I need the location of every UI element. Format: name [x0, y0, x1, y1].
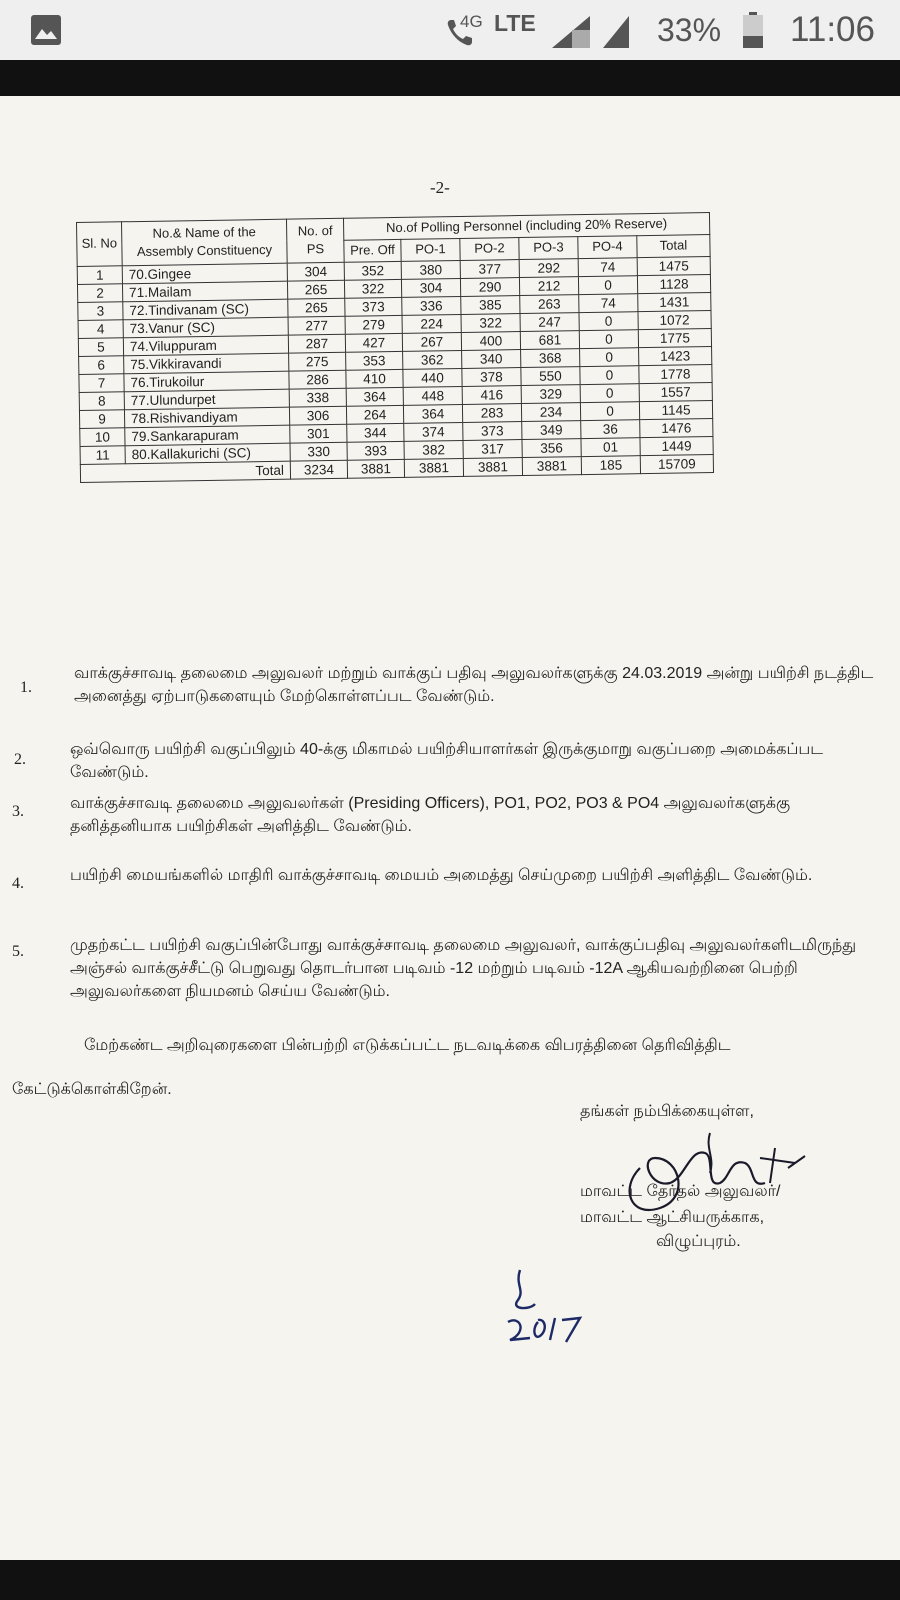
table-cell-po2: 416 [462, 385, 521, 404]
initial-stamp-icon [500, 1260, 600, 1350]
table-cell-po2: 283 [462, 403, 521, 422]
table-cell-name: 74.Viluppuram [123, 335, 288, 356]
table-cell-name: 72.Tindivanam (SC) [123, 299, 288, 320]
app-toolbar [0, 60, 900, 96]
table-cell-po4: 01 [581, 437, 640, 456]
table-cell-name: 78.Rishivandiyam [124, 407, 289, 428]
instruction-text: வாக்குச்சாவடி தலைமை அலுவலர் மற்றும் வாக்குப் பதிவு அலுவலர்களுக்கு 24.03.2019 அன்று பயிற்சி நடத்திட அனைத்து ஏற்பாடுகளையும் மேற்கொள்ளப்பட வேண்டும். [74, 665, 874, 705]
table-cell-ps: 330 [290, 442, 347, 461]
table-cell-total: 1431 [638, 292, 711, 311]
table-cell-po4: 74 [578, 257, 637, 276]
table-cell-po2: 400 [461, 331, 520, 350]
table-cell-pre: 344 [347, 423, 404, 442]
table-cell-ps: 286 [289, 370, 346, 389]
gallery-icon [30, 14, 62, 46]
navigation-bar [0, 1560, 900, 1600]
yours-faithfully: தங்கள் நம்பிக்கையுள்ள, [580, 1103, 754, 1120]
table-cell-po1: 267 [402, 332, 461, 351]
sign-designation-2: மாவட்ட ஆட்சியருக்காக, [580, 1209, 765, 1226]
table-cell-po2: 340 [462, 349, 521, 368]
table-cell-pre: 410 [346, 369, 403, 388]
signal-icon [552, 16, 590, 48]
table-cell-po3: 234 [521, 402, 580, 421]
table-cell-po4: 0 [580, 365, 639, 384]
total-cell-total: 15709 [640, 454, 713, 473]
table-cell-total: 1072 [638, 310, 711, 329]
table-cell-po3: 247 [520, 312, 579, 331]
table-body [77, 256, 713, 482]
table-cell-pre: 364 [346, 387, 403, 406]
total-cell-po2: 3881 [463, 457, 522, 476]
instruction-number: 1. [20, 679, 32, 696]
table-cell-ps: 275 [289, 352, 346, 371]
table-cell-total: 1449 [640, 436, 713, 455]
table-cell-ps: 265 [287, 280, 344, 299]
table-cell-po3: 212 [519, 276, 578, 295]
table-cell-total: 1475 [637, 256, 710, 275]
total-label: Total [80, 461, 290, 482]
sign-designation-1: மாவட்ட தேர்தல் அலுவலர்/ [580, 1183, 781, 1200]
table-cell-name: 80.Kallakurichi (SC) [125, 443, 290, 464]
battery-icon [743, 12, 763, 48]
table-cell-po3: 349 [522, 420, 581, 439]
table-cell-sl: 4 [78, 319, 123, 338]
table-cell-po3: 263 [520, 294, 579, 313]
total-cell-po3: 3881 [522, 456, 581, 475]
total-cell-po1: 3881 [404, 458, 463, 477]
table-cell-po3: 356 [522, 438, 581, 457]
table-cell-po1: 362 [403, 350, 462, 369]
network-type: 4G [460, 12, 483, 31]
table-cell-sl: 3 [78, 301, 123, 320]
polling-personnel-table [76, 212, 714, 483]
table-cell-po4: 36 [581, 419, 640, 438]
table-cell-pre: 393 [347, 441, 404, 460]
table-cell-po4: 0 [580, 347, 639, 366]
header-sl-no: Sl. No [77, 222, 123, 266]
table-cell-sl: 6 [79, 355, 124, 374]
header-po2: PO-2 [460, 237, 519, 260]
table-cell-po2: 290 [460, 277, 519, 296]
table-cell-sl: 10 [80, 427, 125, 446]
table-cell-po4: 74 [579, 293, 638, 312]
table-cell-total: 1775 [638, 328, 711, 347]
table-cell-po1: 382 [404, 440, 463, 459]
table-cell-pre: 427 [345, 333, 402, 352]
table-cell-po2: 317 [463, 439, 522, 458]
table-cell-total: 1476 [640, 418, 713, 437]
total-cell-po4: 185 [581, 455, 640, 474]
table-cell-po1: 336 [402, 296, 461, 315]
total-cell-ps: 3234 [290, 460, 347, 479]
total-cell-pre: 3881 [347, 459, 404, 478]
instruction-text: ஒவ்வொரு பயிற்சி வகுப்பிலும் 40-க்கு மிகாமல் பயிற்சியாளர்கள் இருக்குமாறு வகுப்பறை அமைக்கப்பட வேண்டும். [70, 741, 824, 781]
table-cell-po3: 368 [521, 348, 580, 367]
table-cell-po2: 322 [461, 313, 520, 332]
instruction-text: முதற்கட்ட பயிற்சி வகுப்பின்போது வாக்குச்சாவடி தலைமை அலுவலர், வாக்குப்பதிவு அலுவலர்களிடமிருந்து அஞ்சல் வாக்குச்சீட்டு பெறுவது தொடர்பான படிவம் -12 மற்றும் படிவம் -12A ஆகியவற்றினை பெற்றி அலுவலர்களை நியமனம் செய்ய வேண்டும். [70, 937, 857, 1000]
table-cell-po1: 448 [403, 386, 462, 405]
instruction-number: 3. [12, 803, 24, 820]
table-cell-name: 79.Sankarapuram [125, 425, 290, 446]
table-cell-ps: 338 [289, 388, 346, 407]
table-cell-sl: 2 [77, 283, 122, 302]
table-cell-po2: 385 [461, 295, 520, 314]
closing-line-1: மேற்கண்ட அறிவுரைகளை பின்பற்றி எடுக்கப்பட்ட நடவடிக்கை விபரத்தினை தெரிவித்திட [84, 1037, 731, 1054]
signal-icon-2 [603, 16, 629, 48]
table-cell-total: 1557 [639, 382, 712, 401]
table-cell-name: 77.Ulundurpet [124, 389, 289, 410]
clock-time: 11:06 [790, 10, 875, 49]
table-cell-po1: 374 [404, 422, 463, 441]
table-cell-sl: 1 [77, 265, 122, 284]
table-cell-po2: 377 [460, 259, 519, 278]
table-cell-ps: 306 [289, 406, 346, 425]
table-cell-total: 1145 [639, 400, 712, 419]
table-cell-name: 73.Vanur (SC) [123, 317, 288, 338]
table-cell-ps: 301 [290, 424, 347, 443]
table-cell-po4: 0 [579, 329, 638, 348]
table-cell-po1: 440 [403, 368, 462, 387]
table-cell-po4: 0 [579, 311, 638, 330]
table-cell-ps: 277 [288, 316, 345, 335]
table-cell-total: 1423 [639, 346, 712, 365]
header-constituency: No.& Name of the Assembly Constituency [122, 219, 288, 265]
table-cell-po4: 0 [578, 275, 637, 294]
table-cell-pre: 352 [344, 261, 401, 280]
table-cell-po1: 224 [402, 314, 461, 333]
table-cell-ps: 304 [287, 262, 344, 281]
sign-location: விழுப்புரம். [656, 1233, 741, 1250]
instruction-number: 2. [14, 751, 26, 768]
table-cell-sl: 8 [79, 391, 124, 410]
header-pre-off: Pre. Off [344, 239, 401, 262]
instruction-text: வாக்குச்சாவடி தலைமை அலுவலர்கள் (Presiding Officers), PO1, PO2, PO3 & PO4 அலுவலர்களுக்கு தனித்தனியாக பயிற்சிகள் அளித்திட வேண்டும். [70, 795, 791, 835]
instruction-text: பயிற்சி மையங்களில் மாதிரி வாக்குச்சாவடி மையம் அமைத்து செய்முறை பயிற்சி அளித்திட வேண்டும். [70, 867, 813, 884]
header-no-of-ps: No. of PS [286, 218, 344, 263]
header-polling-personnel: No.of Polling Personnel (including 20% Reserve) [343, 213, 709, 241]
table-cell-sl: 11 [80, 445, 125, 464]
instruction-number: 4. [12, 875, 24, 892]
table-cell-po2: 378 [462, 367, 521, 386]
table-cell-po3: 329 [521, 384, 580, 403]
closing-line-2: கேட்டுக்கொள்கிறேன். [12, 1081, 172, 1098]
table-cell-total: 1778 [639, 364, 712, 383]
table-cell-pre: 279 [345, 315, 402, 334]
table-cell-sl: 7 [79, 373, 124, 392]
status-bar [0, 0, 900, 60]
battery-percent: 33% [657, 12, 722, 48]
table-cell-po4: 0 [580, 383, 639, 402]
table-cell-pre: 373 [345, 297, 402, 316]
instruction-number: 5. [12, 943, 24, 960]
table-cell-po3: 550 [521, 366, 580, 385]
table-cell-po1: 364 [403, 404, 462, 423]
table-cell-total: 1128 [637, 274, 710, 293]
table-cell-po4: 0 [580, 401, 639, 420]
header-po1: PO-1 [401, 238, 460, 261]
table-cell-po3: 292 [519, 258, 578, 277]
table-cell-name: 76.Tirukoilur [124, 371, 289, 392]
header-po4: PO-4 [578, 236, 637, 259]
table-cell-sl: 9 [79, 409, 124, 428]
page-number: -2- [430, 178, 450, 197]
table-cell-po1: 380 [401, 260, 460, 279]
lte-label: LTE [494, 10, 536, 36]
header-total: Total [637, 234, 710, 257]
table-cell-ps: 265 [288, 298, 345, 317]
table-cell-pre: 322 [344, 279, 401, 298]
table-cell-pre: 264 [346, 405, 403, 424]
table-cell-pre: 353 [346, 351, 403, 370]
table-cell-sl: 5 [78, 337, 123, 356]
table-cell-ps: 287 [288, 334, 345, 353]
table-cell-name: 75.Vikkiravandi [124, 353, 289, 374]
table-cell-name: 70.Gingee [122, 263, 287, 284]
table-cell-po1: 304 [401, 278, 460, 297]
table-cell-name: 71.Mailam [122, 281, 287, 302]
table-cell-po2: 373 [463, 421, 522, 440]
header-po3: PO-3 [519, 236, 578, 259]
table-cell-po3: 681 [520, 330, 579, 349]
